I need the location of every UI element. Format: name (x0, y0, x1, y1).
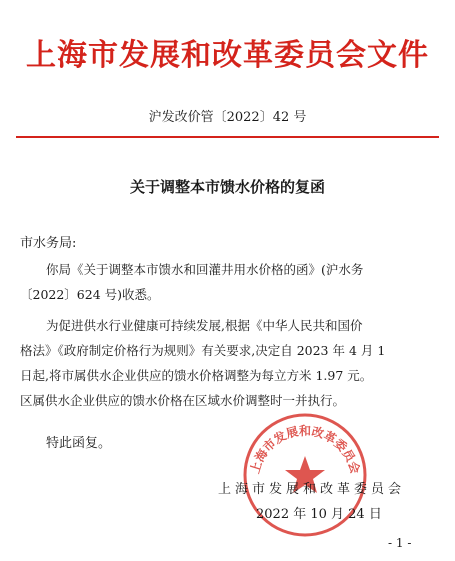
signature-date: 2022 年 10 月 24 日 (256, 507, 382, 522)
paragraph-line: 为促进供水行业健康可持续发展,根据《中华人民共和国价 (46, 318, 363, 333)
signature-issuer: 上海市发展和改革委员会 (218, 482, 406, 497)
red-divider-line (16, 136, 439, 138)
page-number: - 1 - (388, 536, 412, 550)
svg-text:上海市发展和改革委员会: 上海市发展和改革委员会 (247, 424, 363, 476)
closing-remark: 特此函复。 (46, 436, 112, 451)
paragraph-2 (20, 313, 440, 413)
paragraph-line: 〔2022〕624 号)收悉。 (20, 287, 160, 302)
paragraph-line: 格法》《政府制定价格行为规则》有关要求,决定自 2023 年 4 月 1 (20, 343, 386, 358)
paragraph-line: 你局《关于调整本市馈水和回灌井用水价格的函》(沪水务 (46, 262, 364, 277)
document-number: 沪发改价管〔2022〕42 号 (148, 110, 307, 125)
issuer-masthead: 上海市发展和改革委员会文件 (26, 38, 429, 73)
document-title: 关于调整本市馈水价格的复函 (129, 178, 325, 196)
addressee: 市水务局: (20, 236, 77, 251)
paragraph-1 (20, 257, 440, 307)
paragraph-line: 区属供水企业供应的馈水价格在区域水价调整时一并执行。 (20, 393, 346, 408)
paragraph-line: 日起,将市属供水企业供应的馈水价格调整为每立方米 1.97 元。 (20, 368, 373, 383)
